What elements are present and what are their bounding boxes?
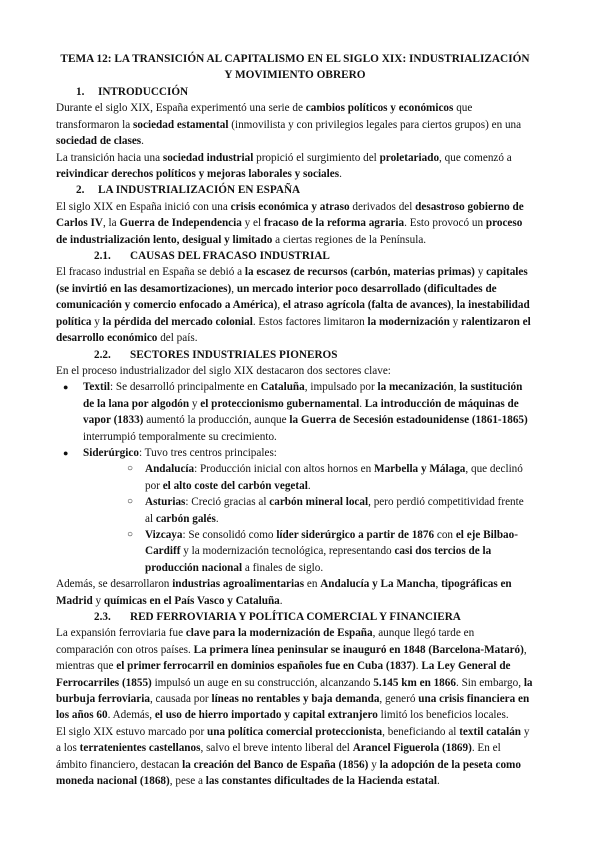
- bold-text: la creación del Banco de España (1856): [182, 758, 369, 771]
- list-item-siderurgico: [56, 445, 534, 576]
- bold-text: Guerra de Independencia: [119, 217, 242, 230]
- text-run: : Se desarrolló principalmente en: [109, 381, 261, 394]
- bold-text: proletariado: [379, 151, 440, 164]
- text-run: y: [189, 397, 201, 410]
- text-run: (inmovilista y con privilegios legales para ciertos grupos) en una: [228, 118, 522, 131]
- text-run: . Esto provocó un: [404, 217, 486, 230]
- sector-list: [56, 379, 534, 576]
- subsection-title: CAUSAS DEL FRACASO INDUSTRIAL: [130, 250, 330, 263]
- bold-text: fracaso de la reforma agraria: [263, 217, 405, 230]
- list-item-andalucia: [83, 461, 534, 494]
- text-run: del país.: [157, 332, 198, 345]
- text-run: .: [415, 660, 422, 673]
- bold-text: una crisis financiera en los años 60: [56, 693, 530, 722]
- bold-text: la adopción de la peseta como moneda nacional (1868): [56, 758, 521, 788]
- bold-text: Textil: [83, 381, 110, 394]
- bold-text: líneas no rentables y baja demanda: [211, 693, 380, 706]
- text-run: , pese a: [169, 775, 206, 788]
- bold-text: La introducción de máquinas de vapor (1833): [83, 397, 519, 427]
- text-run: ,: [451, 299, 457, 312]
- subsection-title: RED FERROVIARIA Y POLÍTICA COMERCIAL Y FINANCIERA: [130, 611, 461, 623]
- text-run: derivados del: [349, 200, 416, 213]
- paragraph: [56, 199, 534, 248]
- subsection-number: 2.3.: [94, 611, 111, 623]
- text-run: . En el ámbito financiero, destacan: [56, 742, 501, 771]
- text-run: interrumpió temporalmente su crecimiento.: [83, 430, 277, 443]
- text-run: con: [434, 528, 456, 541]
- bold-text: el alto coste del carbón vegetal: [162, 479, 308, 492]
- bold-text: carbón mineral local: [269, 496, 369, 509]
- siderurgico-centers-list: [83, 461, 534, 576]
- text-run: , salvo el breve intento liberal del: [200, 742, 353, 755]
- text-run: , generó: [379, 693, 419, 706]
- list-item-text: [83, 447, 277, 459]
- bold-text: el proteccionismo gubernamental: [200, 397, 360, 410]
- text-run: . Además,: [107, 709, 155, 722]
- bold-text: la burbuja ferroviaria: [56, 676, 533, 706]
- text-run: propició el surgimiento del: [253, 151, 380, 164]
- bold-text: capitales (se invirtió en las desamortizaciones): [56, 266, 528, 295]
- text-run: , aunque llegó tarde en comparación con otros países.: [56, 627, 475, 656]
- bold-text: sociedad de clases: [56, 135, 142, 148]
- text-run: . Estos factores limitaron: [252, 315, 368, 328]
- text-run: y: [474, 266, 487, 279]
- subsection-heading-sectores: [56, 347, 534, 363]
- text-run: : Producción inicial con altos hornos en: [194, 463, 375, 476]
- bold-text: cambios políticos y económicos: [305, 102, 454, 115]
- text-run: .: [279, 594, 283, 607]
- text-run: ,: [231, 282, 237, 295]
- bold-text: sociedad industrial: [162, 151, 254, 164]
- text-run: y: [92, 594, 104, 607]
- bold-text: La Ley General de Ferrocarriles (1855): [56, 660, 511, 689]
- bold-text: el primer ferrocarril en dominios españoles fue en Cuba (1837): [116, 660, 416, 673]
- paragraph: [56, 100, 534, 149]
- text-run: , beneficiando al: [382, 725, 460, 738]
- text-run: , pero perdió competitividad frente al: [145, 496, 524, 525]
- text-run: : Tuvo tres centros principales:: [138, 446, 277, 459]
- bold-text: las constantes dificultades de la Hacienda estatal: [205, 775, 438, 788]
- text-run: .: [215, 512, 219, 525]
- bold-text: Vizcaya: [145, 528, 183, 541]
- text-run: En el proceso industrializador del siglo XIX destacaron dos sectores clave:: [56, 364, 391, 377]
- text-run: .: [339, 168, 342, 181]
- bold-text: líder siderúrgico a partir de 1876: [276, 528, 435, 541]
- bold-text: Marbella y Málaga: [374, 463, 466, 476]
- bold-text: Andalucía: [145, 463, 195, 476]
- paragraph: [56, 625, 534, 723]
- page-title: TEMA 12: LA TRANSICIÓN AL CAPITALISMO EN EL SIGLO XIX: INDUSTRIALIZACIÓN Y MOVIMIENTO OBRERO: [60, 53, 530, 81]
- text-run: y: [91, 315, 103, 328]
- section-heading-industrializacion: [56, 182, 534, 198]
- paragraph: [56, 264, 534, 346]
- bold-text: casi dos tercios de la producción nacional: [145, 545, 492, 574]
- text-run: , que declinó por: [145, 463, 523, 492]
- text-run: y: [449, 315, 462, 328]
- text-run: , la: [102, 217, 120, 230]
- bold-text: reivindicar derechos políticos y mejoras laborales y sociales: [56, 168, 340, 181]
- text-run: , impulsado por: [304, 381, 378, 394]
- list-item-vizcaya: [83, 527, 534, 576]
- text-run: y la modernización tecnológica, representando: [180, 545, 395, 558]
- text-run: El siglo XIX estuvo marcado por: [56, 725, 207, 738]
- bold-text: terratenientes castellanos: [79, 742, 201, 755]
- text-run: que transformaron la: [56, 102, 473, 131]
- bold-text: Siderúrgico: [83, 446, 139, 459]
- bold-text: el atraso agrícola (falta de avances): [282, 299, 452, 312]
- bold-text: Cataluña: [260, 381, 305, 394]
- text-run: aumentó la producción, aunque: [143, 414, 290, 427]
- bold-text: el uso de hierro importado y capital extranjero: [154, 709, 378, 722]
- bold-text: ralentizaron el desarrollo económico: [56, 315, 531, 345]
- bold-text: textil catalán: [459, 725, 522, 738]
- bold-text: la mecanización: [377, 381, 454, 394]
- text-run: ,: [277, 299, 283, 312]
- paragraph: [56, 724, 534, 790]
- paragraph: [56, 576, 534, 609]
- text-run: y el: [241, 217, 264, 230]
- bold-text: 5.145 km en 1866: [373, 676, 456, 689]
- text-run: en: [304, 578, 321, 591]
- text-run: El siglo XIX en España inició con una: [56, 200, 231, 213]
- text-run: ,: [453, 381, 460, 394]
- bold-text: crisis económica y atraso: [230, 200, 350, 213]
- bold-text: la modernización: [367, 315, 450, 328]
- subsection-heading-red-ferroviaria: [56, 609, 534, 625]
- bold-text: La primera línea peninsular se inauguró en 1848 (Barcelona-Mataró): [193, 643, 524, 656]
- text-run: . Sin embargo,: [455, 676, 524, 689]
- bold-text: sociedad estamental: [133, 118, 229, 131]
- text-run: Además, se desarrollaron: [56, 578, 173, 591]
- paragraph: [56, 150, 534, 183]
- text-run: .: [141, 135, 144, 148]
- subsection-number: 2.1.: [94, 250, 111, 263]
- text-run: La transición hacia una: [56, 151, 163, 164]
- text-run: : Se consolidó como: [182, 528, 277, 541]
- bold-text: tipográficas en Madrid: [56, 578, 512, 607]
- bold-text: carbón galés: [155, 512, 216, 525]
- bold-text: la sustitución de la lana por algodón: [83, 381, 523, 410]
- text-run: , que comenzó a: [439, 151, 512, 164]
- text-run: , causada por: [149, 693, 212, 706]
- bold-text: el eje Bilbao-Cardiff: [145, 528, 518, 558]
- text-run: .: [359, 397, 365, 410]
- text-run: .: [307, 479, 311, 492]
- bold-text: industrias agroalimentarias: [172, 578, 305, 591]
- text-run: El fracaso industrial en España se debió a: [56, 266, 245, 279]
- list-item-asturias: [83, 494, 534, 527]
- section-number: 2.: [76, 184, 85, 197]
- bold-text: proceso de industrialización lento, desigual y limitado: [56, 217, 523, 246]
- text-run: y: [368, 758, 380, 771]
- subsection-number: 2.2.: [94, 348, 111, 361]
- subsection-heading-causas: [56, 248, 534, 264]
- bold-text: un mercado interior poco desarrollado (dificultades de comunicación y comercio enfocado a América): [56, 282, 497, 312]
- text-run: limitó los beneficios locales.: [377, 709, 509, 722]
- text-run: impulsó un auge en su construcción, alcanzando: [151, 676, 374, 689]
- text-run: ,: [435, 578, 442, 591]
- section-heading-introduccion: [56, 84, 534, 100]
- bold-text: la pérdida del mercado colonial: [102, 315, 253, 328]
- bold-text: la Guerra de Secesión estadounidense (1861-1865): [289, 414, 528, 427]
- text-run: , mientras que: [56, 643, 527, 673]
- text-run: La expansión ferroviaria fue: [56, 627, 186, 640]
- section-title: LA INDUSTRIALIZACIÓN EN ESPAÑA: [98, 184, 301, 197]
- paragraph: [56, 363, 534, 379]
- text-run: a ciertas regiones de la Península.: [272, 233, 427, 246]
- section-number: 1.: [76, 86, 85, 98]
- list-item-textil: [56, 379, 534, 445]
- bold-text: Andalucía y La Mancha: [320, 578, 436, 591]
- bold-text: desastroso gobierno de Carlos IV: [56, 200, 524, 230]
- text-run: a finales de siglo.: [242, 561, 324, 574]
- subsection-title: SECTORES INDUSTRIALES PIONEROS: [130, 348, 338, 361]
- text-run: y a los: [56, 725, 530, 755]
- text-run: .: [437, 775, 440, 788]
- bold-text: la inestabilidad política: [56, 299, 530, 328]
- text-run: Durante el siglo XIX, España experimentó una serie de: [56, 102, 306, 115]
- bold-text: Asturias: [145, 496, 186, 509]
- bold-text: la escasez de recursos (carbón, materias primas): [244, 266, 475, 279]
- section-title: INTRODUCCIÓN: [98, 86, 189, 98]
- bold-text: Arancel Figuerola (1869): [352, 742, 472, 755]
- text-run: : Creció gracias al: [185, 496, 270, 509]
- bold-text: clave para la modernización de España: [185, 627, 373, 640]
- bold-text: una política comercial proteccionista: [207, 725, 383, 738]
- bold-text: químicas en el País Vasco y Cataluña: [103, 594, 280, 607]
